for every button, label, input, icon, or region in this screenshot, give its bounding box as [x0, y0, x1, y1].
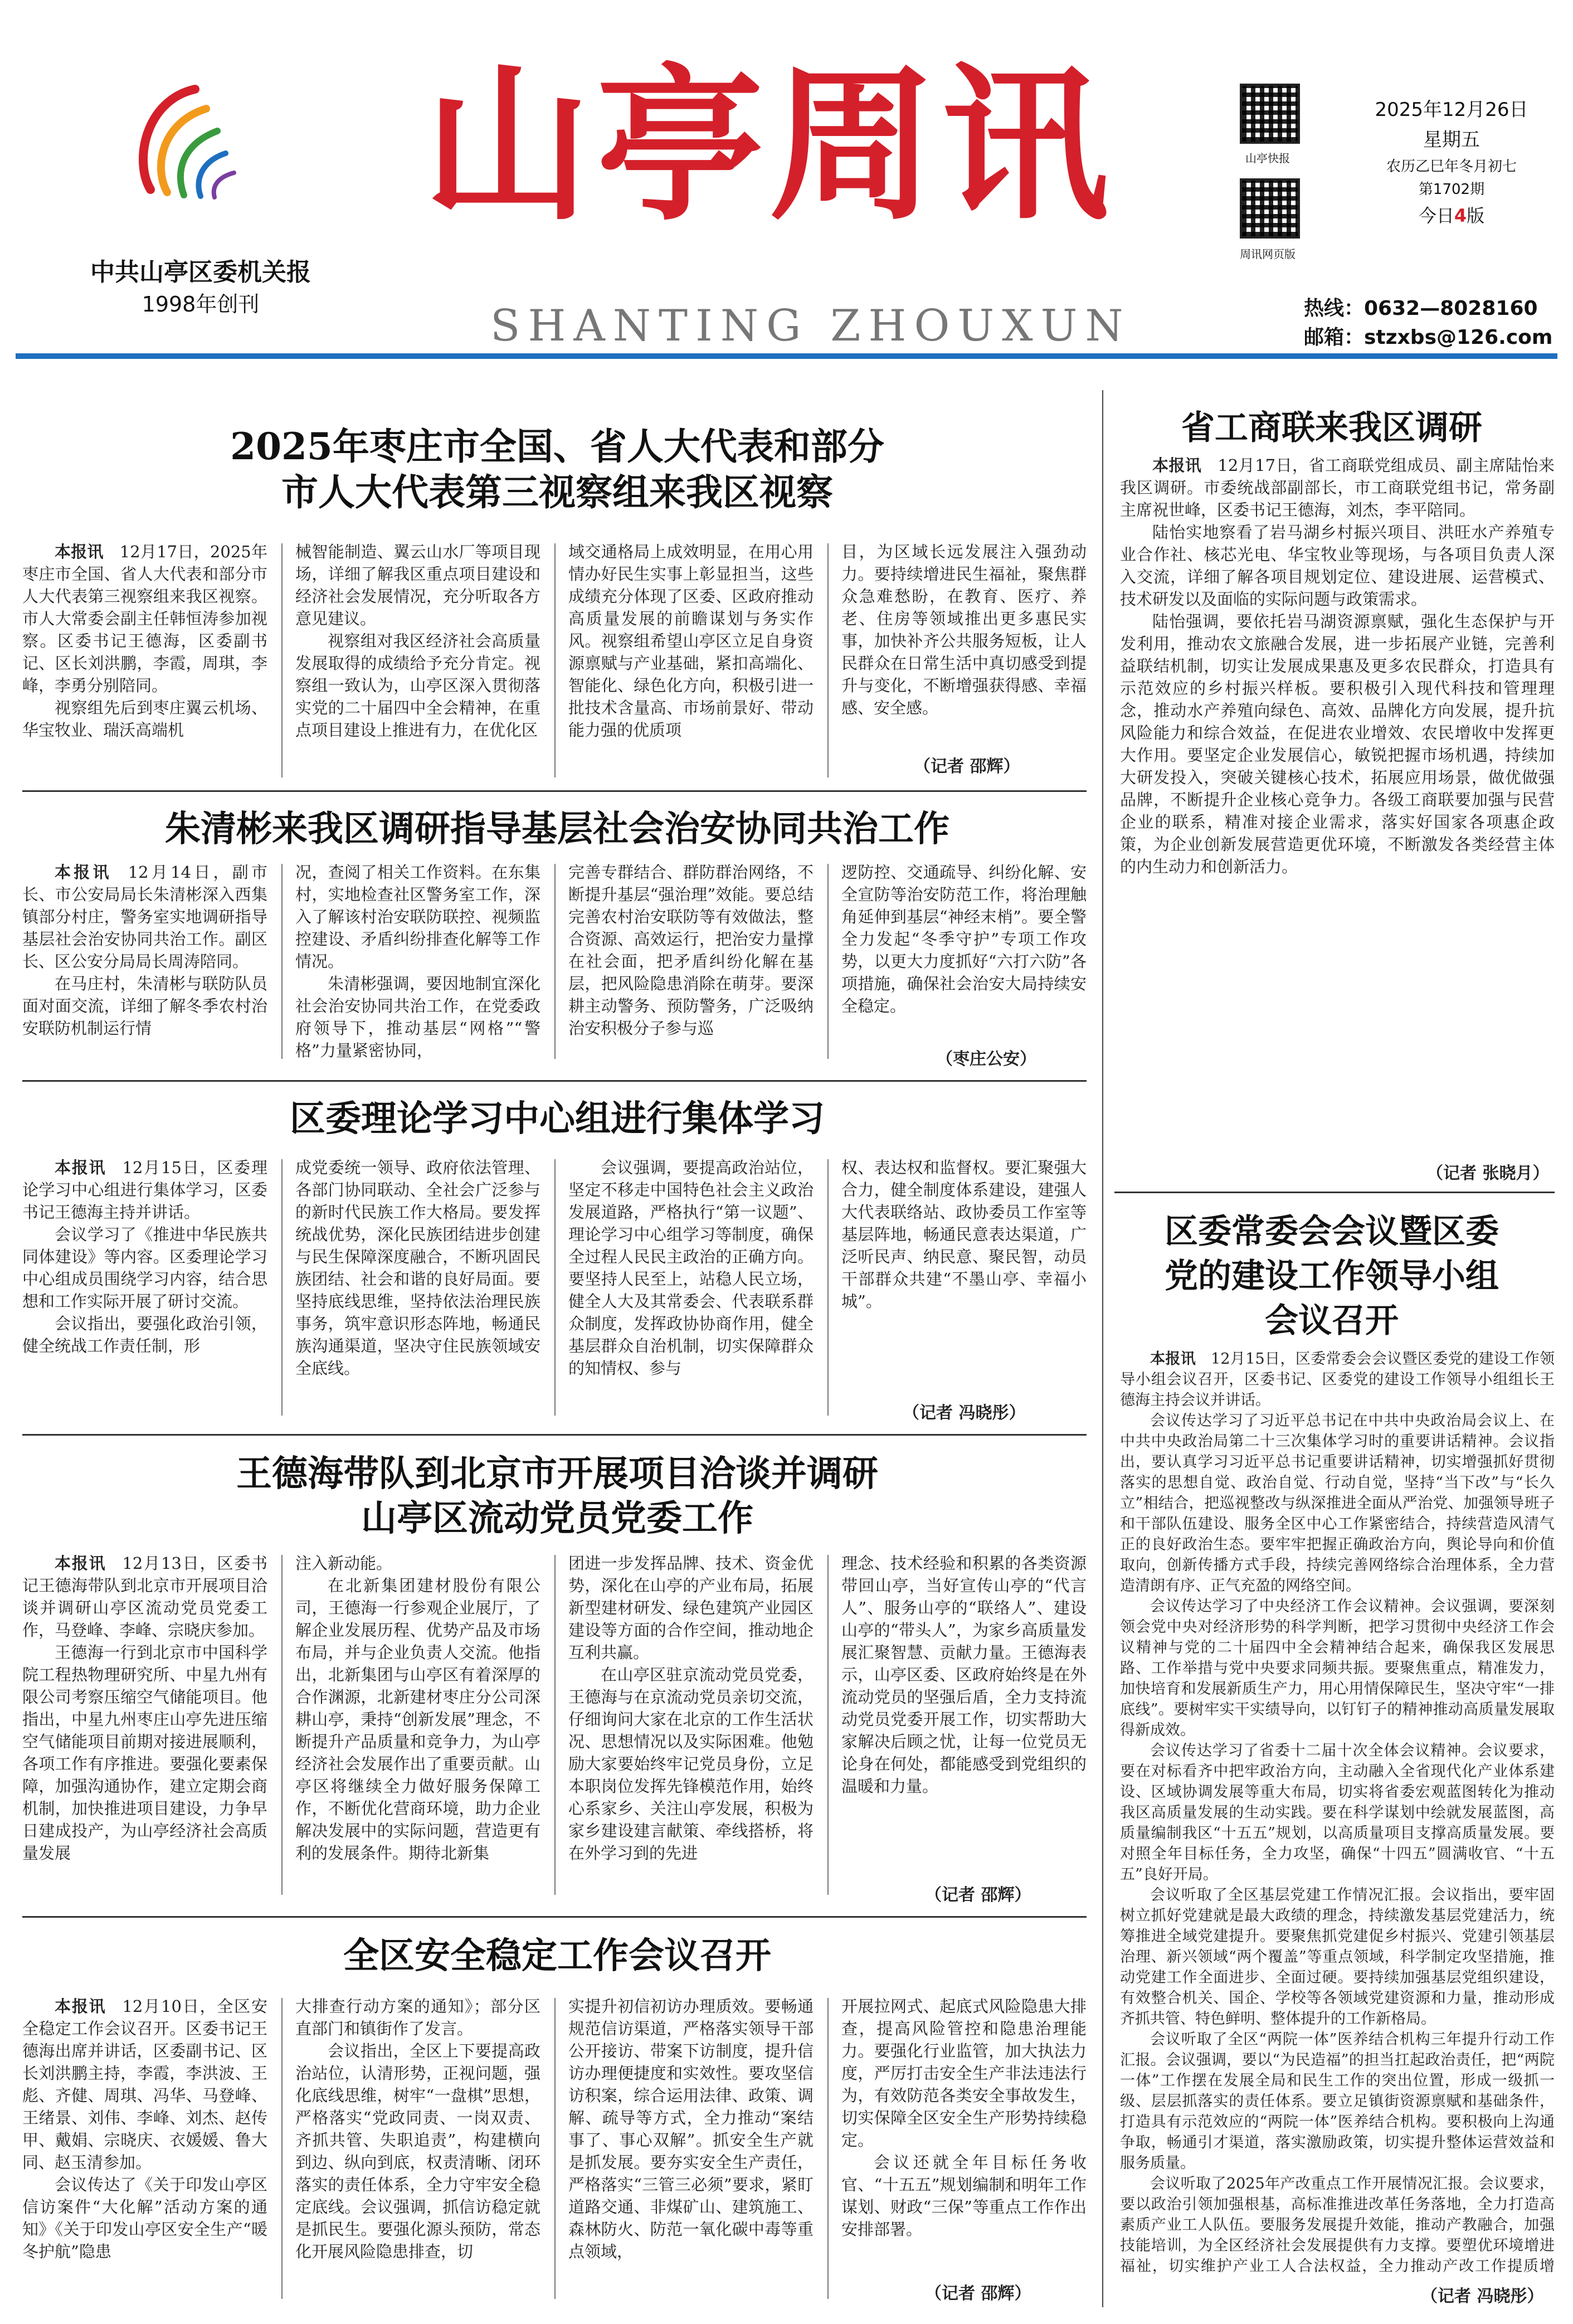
pages-suffix: 版	[1467, 205, 1485, 226]
article-column	[295, 1995, 540, 2307]
section-divider	[22, 1080, 1087, 1082]
article-text: 会议听取了全区“两院一体”医养结合机构三年提升行动工作汇报。会议强调，要以“为民造福”的担当扛起政治责任，把“两院一体”工作摆在发展全局和民生工作的突出位置，形成一级抓一级、层层抓落实的责任体系。要立足镇街资源禀赋和基础条件，打造具有示范效应的“两院一体”医养结合机构。要积极向上沟通争取，畅通引才渠道，落实激励政策，切实提升整体运营效益和服务质量。	[1120, 2031, 1555, 2172]
article-text: 会议强调，要提高政治站位，坚定不移走中国特色社会主义政治发展道路，严格执行“第一议题”、理论学习中心组学习等制度，确保全过程人民民主政治的正确方向。要坚持人民至上，站稳人民立场，健全人大及其常委会、代表联系群众制度，发挥政协协商作用，健全基层群众自治机制，切实保障群众的知情权、参与	[568, 1158, 814, 1378]
hotline: 热线：0632—8028160	[1304, 297, 1538, 320]
article-text: 会议指出，要强化政治引领，健全统战工作责任制，形	[22, 1314, 267, 1355]
article-text: 会议传达学习了省委十二届十次全体会议精神。会议要求，要在对标看齐中把牢政治方向，主动融入全省现代化产业体系建设、区域协调发展等重大布局，切实将省委宏观蓝图转化为推动我区高质量发展的生动实践。要在科学谋划中绘就发展蓝图，高质量编制我区“十五五”规划，以高质量项目支撑高质量发展。要对照全年目标任务，全力攻坚，确保“十四五”圆满收官、“十五五”良好开局。	[1120, 1742, 1555, 1883]
pages-prefix: 今日	[1418, 205, 1454, 226]
article-column	[1120, 454, 1555, 1156]
article-column	[22, 861, 267, 1067]
article-text: 会议听取了2025年产改重点工作开展情况汇报。会议要求，要以政治引领加强根基，高标准推进改革任务落地，全力打造高素质产业工人队伍。要服务发展提升效能，推动产教融合，加强技能培训，为全区经济社会发展提供有力支撑。要塑优环境增进福祉，切实维护产业工人合法权益，全力推动产改工作提质增	[1120, 2175, 1555, 2275]
article-column	[22, 1156, 267, 1424]
column-rule	[281, 1159, 283, 1416]
article-text: 目，为区域长远发展注入强劲动力。要持续增进民生福祉，聚焦群众急难愁盼，在教育、医疗、养老、住房等领域推出更多惠民实事，加快补齐公共服务短板，让人民群众在日常生活中真切感受到提升与变化，不断增强获得感、幸福感、安全感。	[841, 542, 1087, 717]
article-column	[568, 861, 814, 1067]
issue-weekday: 星期五	[1423, 129, 1480, 152]
article-text: 陆怡实地察看了岩马湖乡村振兴项目、洪旺水产养殖专业合作社、核芯光电、华宝牧业等现场，与各项目负责人深入交流，详细了解各项目规划定位、建设进展、运营模式、技术研发以及面临的实际问题与政策需求。	[1120, 523, 1555, 609]
article-byline: （记者 张晓月）	[1426, 1164, 1550, 1183]
article-column	[295, 861, 540, 1067]
article-text: 12月17日，省工商联党组成员、副主席陆怡来我区调研。市委统战部副部长，市工商联党组书记，常务副主席祝世峰，区委书记王德海，刘杰，李平陪同。	[1120, 456, 1555, 519]
column-rule	[827, 1998, 829, 2299]
article-text: 注入新动能。	[295, 1554, 393, 1573]
article-text: 在北新集团建材股份有限公司，王德海一行参观企业展厅，了解企业发展历程、优势产品及市场布局，并与企业负责人交流。他指出，北新集团与山亭区有着深厚的合作渊源，北新建材枣庄分公司深耕山亭，秉持“创新发展”理念，不断提升产品质量和竞争力，为山亭经济社会发展作出了重要贡献。山亭区将继续全力做好服务保障工作，不断优化营商环境，助力企业解决发展中的实际问题，营造更有利的发展条件。期待北新集	[295, 1576, 540, 1863]
article-headline: 区委理论学习中心组进行集体学习	[290, 1098, 825, 1140]
article-column	[568, 1995, 814, 2307]
article-byline: （枣庄公安）	[936, 1049, 1036, 1069]
logo-emblem-icon	[128, 78, 245, 212]
headline-line: 市人大代表第三视察组来我区视察	[281, 470, 833, 514]
masthead-rule	[16, 353, 1557, 359]
article-text: 视察组对我区经济社会高质量发展取得的成绩给予充分肯定。视察组一致认为，山亭区深入贯彻落实党的二十届四中全会精神，在重点项目建设上推进有力，在优化区	[295, 631, 540, 740]
email: 邮箱：stzxbs@126.com	[1304, 326, 1553, 349]
column-rule	[554, 1159, 556, 1416]
date-block	[1360, 95, 1543, 230]
qr-code-icon	[1240, 178, 1300, 239]
article-text: 12月17日，2025年枣庄市全国、省人大代表和部分市人大代表第三视察组来我区视察。市人大常委会副主任韩恒涛参加视察。区委书记王德海，区委副书记、区长刘洪鹏，李霞，周琪，李峰，李勇分别陪同。	[22, 542, 267, 695]
article-text: 12月14日，副市长、市公安局局长朱清彬深入西集镇部分村庄，警务室实地调研指导基层社会治安协同共治工作。副区长、区公安分局局长周涛陪同。	[22, 863, 267, 971]
article-tag: 本报讯	[55, 863, 112, 882]
article-text: 域交通格局上成效明显，在用心用情办好民生实事上彰显担当，这些成绩充分体现了区委、区政府推动高质量发展的前瞻谋划与务实作风。视察组希望山亭区立足自身资源禀赋与产业基础，紧扣高端化、智能化、绿色化方向，积极引进一批技术含量高、市场前景好、带动能力强的优质项	[568, 542, 814, 740]
column-rule	[554, 1998, 556, 2299]
qr-label: 山亭快报	[1245, 152, 1290, 165]
article-column	[568, 1552, 814, 1903]
pages-count: 4	[1454, 205, 1467, 226]
article-tag: 本报讯	[55, 542, 104, 561]
article-column	[1120, 1349, 1555, 2277]
article-text: 在马庄村，朱清彬与联防队员面对面交流，详细了解冬季农村治安联防机制运行情	[22, 974, 267, 1038]
article-column	[841, 541, 1087, 752]
headline-line: 2025年枣庄市全国、省人大代表和部分	[230, 425, 884, 468]
column-rule	[281, 1998, 283, 2299]
article-text: 在山亭区驻京流动党员党委，王德海与在京流动党员亲切交流，仔细询问大家在北京的工作生活状况、思想情况以及实际困难。他勉励大家要始终牢记党员身份，立足本职岗位发挥先锋模范作用，始终心系家乡、关注山亭发展，积极为家乡建设建言献策、牵线搭桥，将在外学习到的先进	[568, 1665, 814, 1863]
article-text: 会议传达了《关于印发山亭区信访案件“大化解”活动方案的通知》《关于印发山亭区安全生产“暖冬护航”隐患	[22, 2175, 267, 2261]
column-rule	[281, 864, 283, 1059]
article-column	[568, 1156, 814, 1424]
article-column	[22, 1552, 267, 1903]
issue-date: 2025年12月26日	[1375, 99, 1528, 121]
article-headline	[1114, 1209, 1549, 1343]
column-rule	[827, 1555, 829, 1895]
article-column	[295, 1552, 540, 1903]
article-tag: 本报讯	[55, 1997, 106, 2016]
article-text: 况，查阅了相关工作资料。在东集村，实地检查社区警务室工作，深入了解该村治安联防联控、视频监控建设、矛盾纠纷排查化解等工作情况。	[295, 863, 540, 971]
headline-line: 王德海带队到北京市开展项目洽谈并调研	[236, 1453, 878, 1495]
article-headline	[45, 1452, 1070, 1541]
article-text: 成党委统一领导、政府依法管理、各部门协同联动、全社会广泛参与的新时代民族工作大格局。要发挥统战优势，深化民族团结进步创建与民生保障深度融合，不断巩固民族团结、社会和谐的良好局面。要坚持底线思维，坚持依法治理民族事务，筑牢意识形态阵地，畅通民族沟通渠道，坚决守住民族领域安全底线。	[295, 1158, 540, 1378]
section-divider	[22, 1434, 1087, 1436]
article-text: 械智能制造、翼云山水厂等项目现场，详细了解我区重点项目建设和经济社会发展情况，充分听取各方意见建议。	[295, 542, 540, 628]
article-byline: （记者 邵辉）	[914, 757, 1020, 776]
article-column	[295, 541, 540, 786]
contact-block	[1304, 294, 1555, 352]
issue-number: 第1702期	[1418, 181, 1485, 198]
headline-line: 党的建设工作领导小组	[1165, 1257, 1499, 1296]
article-text: 12月15日，区委常委会会议暨区委党的建设工作领导小组会议召开，区委书记、区委党的建设工作领导小组组长王德海主持会议并讲话。	[1120, 1350, 1555, 1409]
article-text: 陆怡强调，要依托岩马湖资源禀赋，强化生态保护与开发利用，推动农文旅融合发展，进一步拓展产业链，完善利益联结机制，切实让发展成果惠及更多农民群众，打造具有示范效应的乡村振兴样板。要积极引入现代科技和管理理念，推动水产养殖向绿色、高效、品牌化方向发展，提升抗风险能力和综合效益，在促进农业增效、农民增收中发挥更大作用。要坚定企业发展信心，敏锐把握市场机遇，持续加大研发投入，突破关键核心技术，拓展应用场景，做优做强品牌，不断提升企业核心竞争力。各级工商联要加强与民营企业的联系，精准对接企业需求，落实好国家各项惠企政策，为企业创新发展营造更优环境，不断激发各类经营主体的内生动力和创新活力。	[1120, 612, 1555, 876]
article-text: 权、表达权和监督权。要汇聚强大合力，健全制度体系建设，建强人大代表联络站、政协委员工作室等基层阵地，畅通民意表达渠道，广泛听民声、纳民意、聚民智，动员干部群众共建“不墨山亭、幸福小城”。	[841, 1158, 1087, 1311]
article-text: 视察组先后到枣庄翼云机场、华宝牧业、瑞沃高端机	[22, 698, 267, 740]
article-text: 12月10日，全区安全稳定工作会议召开。区委书记王德海出席并讲话，区委副书记、区长刘洪鹏主持，李霞，李洪波、王彪、齐健、周琪、冯华、马登峰、王绪景、刘伟、李峰、刘杰、赵传甲、戴娟、宗晓庆、衣媛媛、鲁大同、赵玉清参加。	[22, 1997, 267, 2172]
article-text: 理念、技术经验和积累的各类资源带回山亭，当好宣传山亭的“代言人”、服务山亭的“联络人”、建设山亭的“带头人”，为家乡高质量发展汇聚智慧、贡献力量。王德海表示，山亭区委、区政府始终是在外流动党员的坚强后盾，全力支持流动党员党委开展工作，切实帮助大家解决后顾之忧，让每一位党员无论身在何处，都能感受到党组织的温暖和力量。	[841, 1554, 1087, 1796]
masthead-logo	[128, 78, 245, 212]
article-tag: 本报讯	[1152, 456, 1202, 475]
masthead-org: 中共山亭区委机关报	[90, 258, 311, 286]
article-text: 完善专群结合、群防群治网络，不断提升基层“强治理”效能。要总结完善农村治安联防等有效做法，整合资源、高效运行，把治安力量撑在社会面，把矛盾纠纷化解在基层，把风险隐患消除在萌芽。要深耕主动警务、预防警务，广泛吸纳治安积极分子参与巡	[568, 863, 814, 1038]
article-column	[22, 1995, 267, 2307]
article-headline	[45, 424, 1070, 515]
article-text: 会议还就全年目标任务收官、“十五五”规划编制和明年工作谋划、财政“三保”等重点工作作出安排部署。	[841, 2153, 1087, 2239]
article-text: 12月15日，区委理论学习中心组进行集体学习，区委书记王德海主持并讲话。	[22, 1158, 267, 1222]
headline-line: 区委常委会会议暨区委	[1165, 1212, 1499, 1251]
article-headline: 朱清彬来我区调研指导基层社会治安协同共治工作	[165, 808, 949, 850]
column-rule	[281, 543, 283, 777]
article-column	[841, 861, 1087, 1039]
column-rule	[827, 543, 829, 777]
column-rule	[281, 1555, 283, 1895]
article-text: 12月13日，区委书记王德海带队到北京市开展项目洽谈并调研山亭区流动党员党委工作，马登峰、李峰、宗晓庆参加。	[22, 1554, 267, 1640]
article-column	[22, 541, 267, 786]
column-rule	[554, 864, 556, 1059]
article-column	[841, 1995, 1087, 2268]
article-byline: （记者 邵辉）	[925, 2284, 1031, 2303]
headline-line: 山亭区流动党员党委工作	[361, 1498, 753, 1539]
qr-code-icon	[1240, 84, 1300, 144]
headline-line: 会议召开	[1265, 1301, 1399, 1340]
article-headline: 全区安全稳定工作会议召开	[343, 1935, 771, 1977]
qr-label: 周讯网页版	[1240, 247, 1296, 261]
masthead-pinyin: SHANTING ZHOUXUN	[490, 301, 1131, 351]
column-rule	[554, 543, 556, 777]
masthead-founded: 1998年创刊	[142, 292, 260, 317]
article-text: 会议学习了《推进中华民族共同体建设》等内容。区委理论学习中心组成员围绕学习内容，结合思想和工作实际开展了研讨交流。	[22, 1225, 267, 1311]
article-text: 开展拉网式、起底式风险隐患大排查，提高风险管控和隐患治理能力。要强化行业监管，加大执法力度，严厉打击安全生产非法违法行为，有效防范各类安全事故发生，切实保障全区安全生产形势持续稳定。	[841, 1997, 1087, 2150]
article-column	[568, 541, 814, 786]
column-rule	[554, 1555, 556, 1895]
section-divider	[1114, 1192, 1555, 1193]
article-byline: （记者 冯晓彤）	[1421, 2287, 1544, 2306]
article-column	[841, 1552, 1087, 1864]
masthead-title: 山亭周讯	[423, 46, 1114, 243]
article-tag: 本报讯	[1150, 1350, 1196, 1368]
article-column	[295, 1156, 540, 1424]
section-divider	[22, 790, 1087, 792]
article-column	[841, 1156, 1087, 1379]
article-text: 团进一步发挥品牌、技术、资金优势，深化在山亭的产业布局，拓展新型建材研发、绿色建筑产业园区建设等方面的合作空间，推动地企互利共赢。	[568, 1554, 814, 1662]
article-headline: 省工商联来我区调研	[1181, 409, 1482, 448]
column-rule	[827, 864, 829, 1059]
article-byline: （记者 冯晓彤）	[903, 1403, 1026, 1423]
article-text: 实提升初信初访办理质效。要畅通规范信访渠道，严格落实领导干部公开接访、带案下访制度，提升信访办理便捷度和实效性。要攻坚信访积案，综合运用法律、政策、调解、疏导等方式，全力推动“案结事了、事心双解”。抓安全生产就是抓发展。要夯实安全生产责任，严格落实“三管三必须”要求，紧盯道路交通、非煤矿山、建筑施工、森林防火、防范一氧化碳中毒等重点领域，	[568, 1997, 814, 2261]
column-rule	[827, 1159, 829, 1416]
issue-pages	[1360, 202, 1543, 230]
article-tag: 本报讯	[55, 1158, 106, 1177]
article-text: 会议传达学习了习近平总书记在中共中央政治局会议上、在中共中央政治局第二十三次集体学习时的重要讲话精神。会议指出，要认真学习习近平总书记重要讲话精神，切实增强抓好贯彻落实的思想自觉、政治自觉、行动自觉，坚持“当下改”与“长久立”相结合，把巡视整改与纵深推进全面从严治党、加强领导班子和干部队伍建设、服务全区中心工作紧密结合，持续营造风清气正的良好政治生态。要牢牢把握正确政治方向，舆论导向和价值取向，创新传播方式手段，持续完善网络综合治理体系，全力营造清朗有序、正气充盈的网络空间。	[1120, 1412, 1555, 1594]
section-divider	[22, 1916, 1087, 1918]
article-text: 朱清彬强调，要因地制宜深化社会治安协同共治工作，在党委政府领导下，推动基层“网格”“警格”力量紧密协同，	[295, 974, 540, 1060]
article-tag: 本报讯	[55, 1554, 106, 1573]
article-text: 会议听取了全区基层党建工作情况汇报。会议指出，要牢固树立抓好党建就是最大政绩的理念，持续激发基层党建活力，统筹推进全域党建提升。要聚焦抓党建促乡村振兴、党建引领基层治理、新兴领域“两个覆盖”等重点领域，科学制定攻坚措施，推动党建工作全面进步、全面过硬。要持续加强基层党组织建设，有效整合机关、国企、学校等各领域党建资源和力量，推动形成齐抓共管、特色鲜明、整体提升的工作新格局。	[1120, 1887, 1555, 2028]
article-text: 逻防控、交通疏导、纠纷化解、安全宣防等治安防范工作，将治理触角延伸到基层“神经末梢”。要全警全力发起“冬季守护”专项工作攻势，以更大力度抓好“六打六防”各项措施，确保社会治安大局持续安全稳定。	[841, 863, 1087, 1015]
article-text: 会议传达学习了中央经济工作会议精神。会议强调，要深刻领会党中央对经济形势的科学判断，把学习贯彻中央经济工作会议精神与党的二十届四中全会精神结合起来，确保我区发展思路、工作举措与党中央要求同频共振。要聚焦重点，精准发力，加快培育和发展新质生产力，用心用情保障民生，坚决守牢“一排底线”。要树牢实干实绩导向，以钉钉子的精神推动高质量发展取得新成效。	[1120, 1598, 1555, 1739]
issue-lunar: 农历乙巳年冬月初七	[1386, 158, 1517, 175]
article-byline: （记者 邵辉）	[925, 1885, 1031, 1905]
article-text: 会议指出，全区上下要提高政治站位，认清形势，正视问题，强化底线思维，树牢“一盘棋”思想，严格落实“党政同责、一岗双责、齐抓共管、失职追责”，构建横向到边、纵向到底，权责清晰、闭环落实的责任体系，全力守牢安全稳定底线。会议强调，抓信访稳定就是抓民生。要强化源头预防，常态化开展风险隐患排查，切	[295, 2041, 540, 2261]
article-text: 王德海一行到北京市中国科学院工程热物理研究所、中星九州有限公司考察压缩空气储能项目。他指出，中星九州枣庄山亭先进压缩空气储能项目前期对接进展顺利，各项工作有序推进。要强化要素保障，加强沟通协作，建立定期会商机制，加快推进项目建设，力争早日建成投产，为山亭经济社会高质量发展	[22, 1643, 267, 1863]
article-text: 大排查行动方案的通知》；部分区直部门和镇街作了发言。	[295, 1997, 540, 2038]
column-divider	[1102, 390, 1103, 2307]
